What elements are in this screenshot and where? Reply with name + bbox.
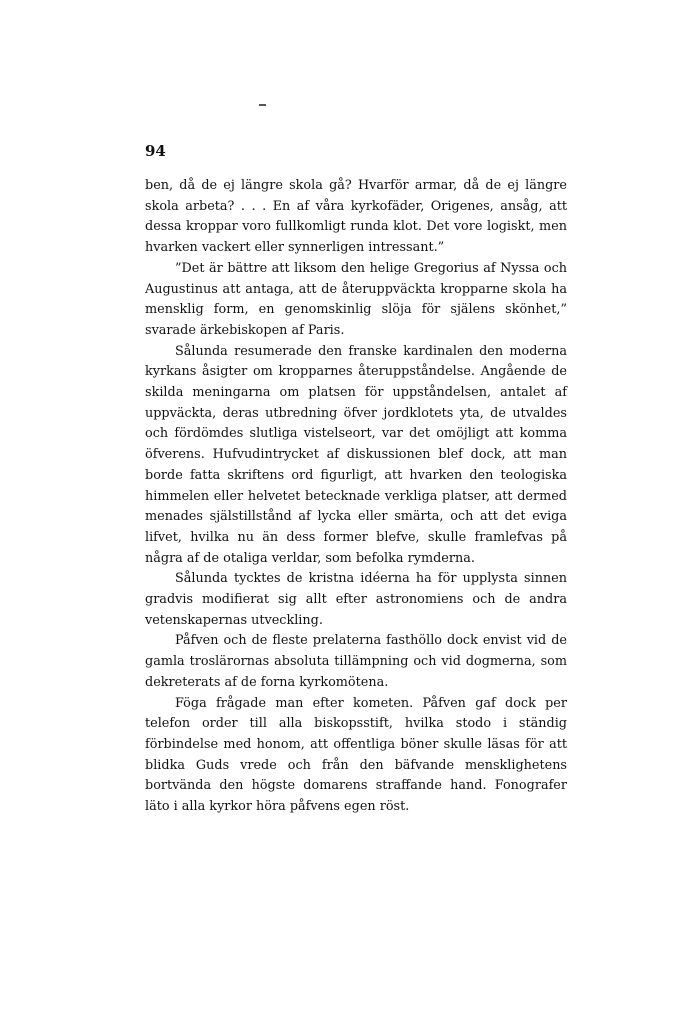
paragraph-6: Föga frågade man efter kometen. Påfven gaf dock per telefon order till alla biskopsstift, hvilka stodo i ständig förbindelse med honom, att offentliga böner skulle läsas för att blidka Guds vrede och från den bäfvande mensklighetens bortvända den högste domarens straffande hand. Fonografer läto i alla kyrkor höra påfvens egen röst. [145,695,567,815]
paragraph-5: Påfven och de fleste prelaterna fasthöllo dock envist vid de gamla troslärornas absoluta tillämpning och vid dogmerna, som dekreterats af de forna kyrkomötena. [145,633,567,690]
paragraph-3: Sålunda resumerade den franske kardinalen den moderna kyrkans åsigter om kropparnes återuppståndelse. Angående de skilda meningarna om platsen för uppståndelsen, antalet af uppväckta, deras utbredning öfver jordklotets yta, de utvaldes och fördömdes slutliga vistelseort, var det omöjligt att komma öfverens. Hufvudintrycket af diskussionen blef dock, att man borde fatta skriftens ord figurligt, att hvarken den teologiska himmelen eller helvetet betecknade verkliga platser, att dermed menades själstillstånd af lycka eller smärta, och att det eviga lifvet, hvilka nu än dess former blefve, skulle framlefvas på några af de otaliga verldar, som befolka rymderna. [145,343,567,566]
page-number: 94 [145,142,166,160]
print-mark [259,104,266,106]
paragraph-4: Sålunda tycktes de kristna idéerna ha för upplysta sinnen gradvis modifierat sig allt efter astronomiens och de andra vetenskapernas utveckling. [145,571,567,628]
paragraph-2: ”Det är bättre att liksom den helige Gregorius af Nyssa och Augustinus att antaga, att de återuppväckta kropparne skola ha mensklig form, en genomskinlig slöja för själens skönhet,” svarade ärkebiskopen af Paris. [145,260,567,338]
paragraph-1: ben, då de ej längre skola gå? Hvarför armar, då de ej längre skola arbeta? . . . En af våra kyrkofäder, Origenes, ansåg, att dessa kroppar voro fullkomligt runda klot. Det vore logiskt, men hvarken vackert eller synnerligen intressant.” [145,178,567,256]
body-text [145,176,567,818]
